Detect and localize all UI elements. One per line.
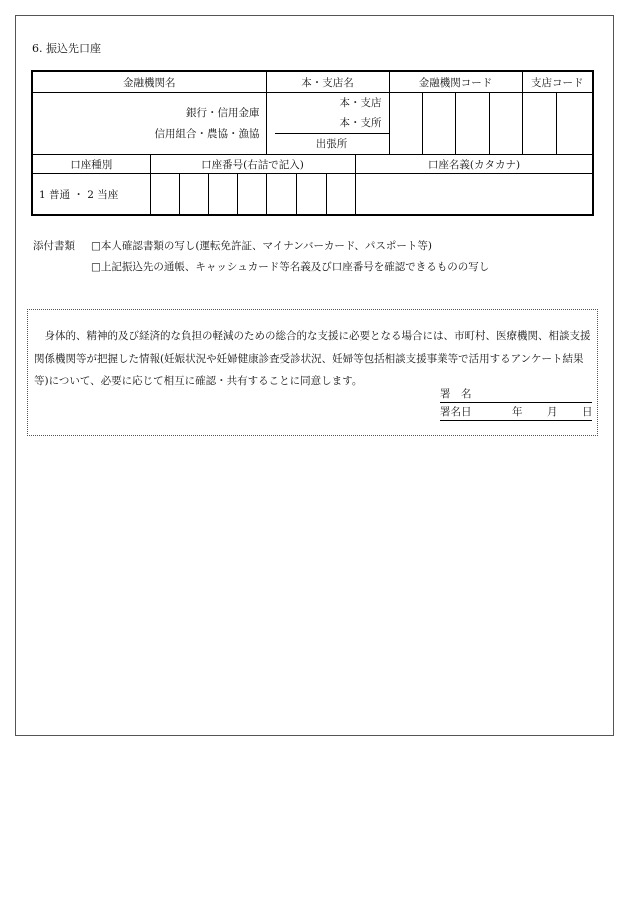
- header-account-number: 口座番号(右詰で記入): [150, 155, 355, 174]
- header-branch-name: 本・支店名: [266, 71, 389, 93]
- signature-date-label: 署名日: [440, 406, 472, 418]
- header-account-type: 口座種別: [32, 155, 150, 174]
- branch-name-field[interactable]: [266, 93, 389, 155]
- institution-name-field[interactable]: [32, 93, 266, 155]
- account-number-digit[interactable]: [208, 174, 237, 216]
- year-label: 年: [512, 406, 523, 418]
- branch-type-sub: 本・支所: [339, 117, 382, 129]
- institution-type-line2: 信用組合・農協・漁協: [154, 127, 260, 140]
- attachment-item-bankbook[interactable]: □上記振込先の通帳、キャッシュカード等名義及び口座番号を確認できるものの写し: [91, 261, 490, 273]
- account-number-digit[interactable]: [179, 174, 208, 216]
- institution-code-digit[interactable]: [455, 93, 489, 155]
- attachments-label: 添付書類: [33, 240, 75, 252]
- day-label: 日: [582, 406, 593, 418]
- section-title: 6. 振込先口座: [32, 42, 101, 55]
- branch-type-main: 本・支店: [339, 97, 382, 109]
- account-number-digit[interactable]: [266, 174, 296, 216]
- account-type-options[interactable]: 1 普通 ・ 2 当座: [32, 174, 150, 216]
- consent-text: 身体的、精神的及び経済的な負担の軽減のための総合的な支援に必要となる場合には、市町村、医療機関、相談支援関係機関等が把握した情報(妊娠状況や妊婦健康診査受診状況、妊婦等包括相談支援事業等で活用するアンケート結果等)について、必要に応じて相互に確認・共有することに同意します。: [34, 330, 591, 387]
- header-institution-name: 金融機関名: [32, 71, 266, 93]
- account-number-digit[interactable]: [237, 174, 266, 216]
- signature-field[interactable]: [440, 387, 592, 403]
- account-number-digit[interactable]: [150, 174, 179, 216]
- bank-account-table: [31, 70, 594, 216]
- branch-code-digit[interactable]: [522, 93, 556, 155]
- institution-type-line1: 銀行・信用金庫: [186, 106, 260, 119]
- account-number-digit[interactable]: [296, 174, 326, 216]
- account-number-digit[interactable]: [326, 174, 355, 216]
- institution-code-digit[interactable]: [489, 93, 522, 155]
- signature-label: 署 名: [440, 388, 472, 400]
- header-branch-code: 支店コード: [522, 71, 593, 93]
- account-name-field[interactable]: [355, 174, 593, 216]
- month-label: 月: [547, 406, 558, 418]
- institution-code-digit[interactable]: [389, 93, 422, 155]
- branch-code-digit[interactable]: [556, 93, 593, 155]
- header-institution-code: 金融機関コード: [389, 71, 522, 93]
- branch-type-office: 出張所: [275, 133, 389, 154]
- attachment-item-id[interactable]: □本人確認書類の写し(運転免許証、マイナンバーカード、パスポート等): [91, 240, 432, 252]
- header-account-name: 口座名義(カタカナ): [355, 155, 593, 174]
- institution-code-digit[interactable]: [422, 93, 455, 155]
- signature-date-field[interactable]: [440, 405, 592, 421]
